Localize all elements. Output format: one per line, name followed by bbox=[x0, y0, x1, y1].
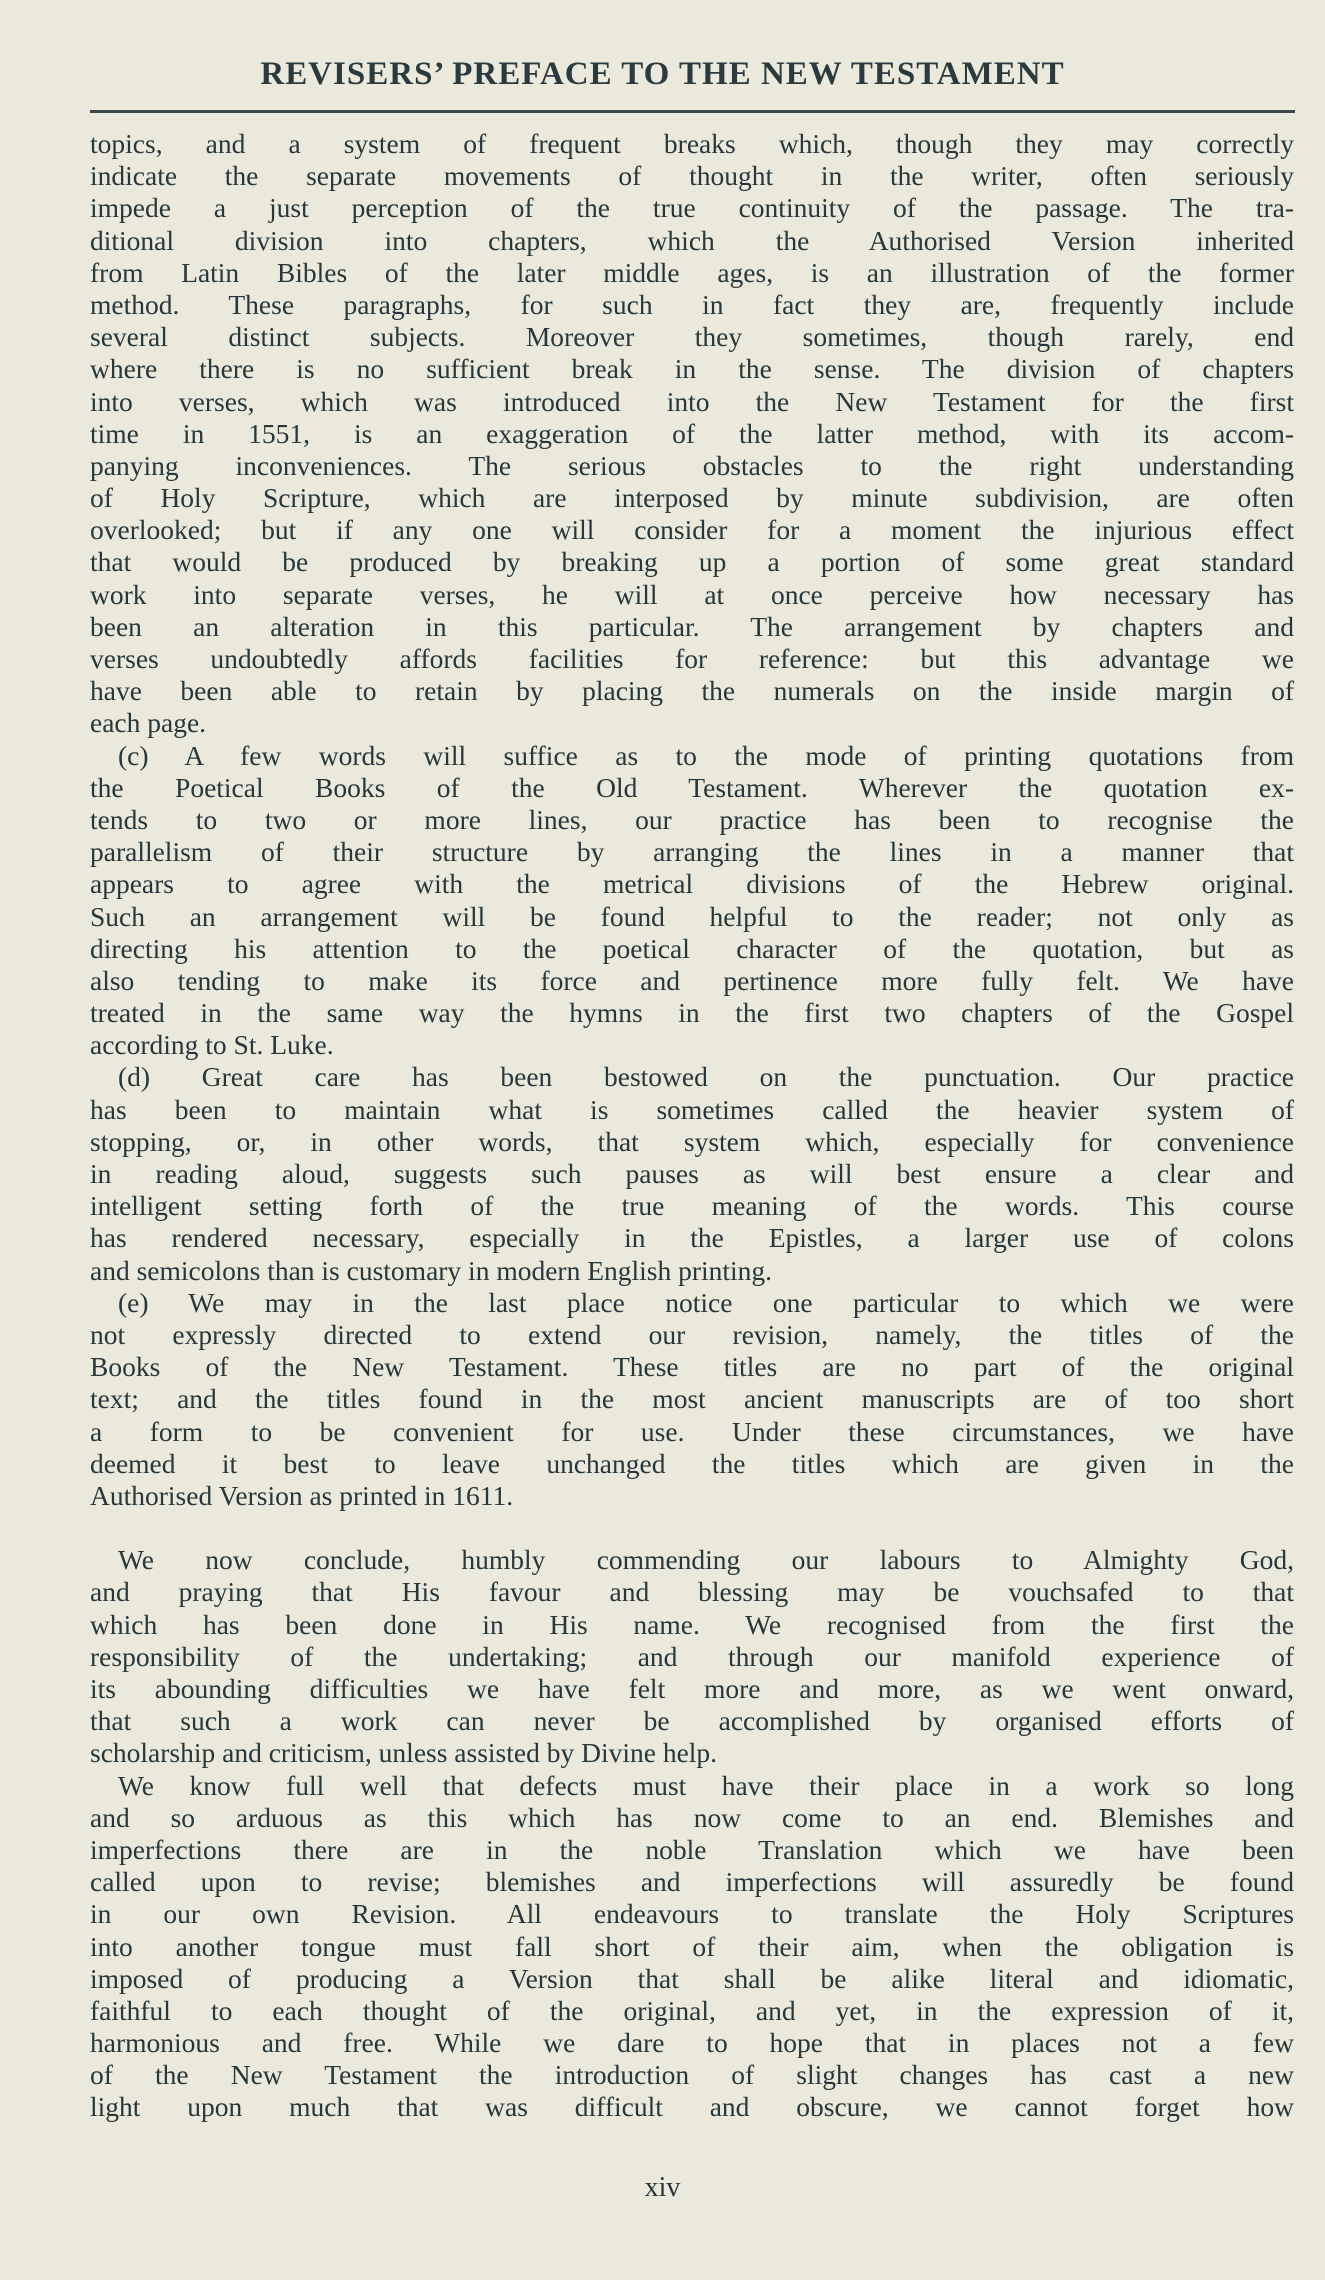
text-line: that would be produced by breaking up a portion of some great standard bbox=[90, 546, 1294, 578]
paragraph bbox=[90, 128, 1294, 740]
text-line: time in 1551, is an exaggeration of the latter method, with its accom- bbox=[90, 417, 1294, 449]
text-line: treated in the same way the hymns in the first two chapters of the Gospel bbox=[90, 997, 1294, 1029]
text-line: imposed of producing a Version that shall be alike literal and idiomatic, bbox=[90, 1962, 1294, 1994]
text-line: and so arduous as this which has now come to an end. Blemishes and bbox=[90, 1801, 1294, 1833]
text-line: in reading aloud, suggests such pauses as will best ensure a clear and bbox=[90, 1158, 1294, 1189]
paragraph bbox=[90, 1287, 1294, 1512]
text-line: (c) A few words will suffice as to the mode of printing quotations from bbox=[118, 739, 1294, 771]
running-header: REVISERS’ PREFACE TO THE NEW TESTAMENT bbox=[260, 56, 1065, 92]
text-line: tends to two or more lines, our practice has been to recognise the bbox=[90, 803, 1294, 835]
header-rule bbox=[90, 110, 1295, 113]
paragraph bbox=[90, 1770, 1294, 2124]
text-line: overlooked; but if any one will consider for a moment the injurious effect bbox=[90, 514, 1294, 546]
text-line: (e) We may in the last place notice one particular to which we were bbox=[118, 1286, 1294, 1318]
text-line: its abounding difficulties we have felt more and more, as we went onward, bbox=[90, 1673, 1294, 1704]
paragraph bbox=[90, 740, 1294, 1062]
text-line: ditional division into chapters, which the Authorised Version inherited bbox=[90, 224, 1294, 256]
text-line: work into separate verses, he will at once perceive how necessary has bbox=[90, 578, 1294, 610]
text-line: that such a work can never be accomplished by organised efforts of bbox=[90, 1705, 1294, 1737]
text-line: appears to agree with the metrical divisions of the Hebrew original. bbox=[90, 868, 1294, 900]
page-body bbox=[90, 128, 1294, 2124]
text-line: in our own Revision. All endeavours to translate the Holy Scriptures bbox=[90, 1898, 1294, 1930]
text-line: several distinct subjects. Moreover they sometimes, though rarely, end bbox=[90, 321, 1294, 353]
text-line: impede a just perception of the true continuity of the passage. The tra- bbox=[90, 192, 1294, 224]
text-line: panying inconveniences. The serious obstacles to the right understanding bbox=[90, 449, 1294, 481]
text-line: verses undoubtedly affords facilities for reference: but this advantage we bbox=[90, 643, 1294, 674]
text-line: and praying that His favour and blessing may be vouchsafed to that bbox=[90, 1576, 1294, 1608]
text-line: have been able to retain by placing the numerals on the inside margin of bbox=[90, 675, 1294, 707]
text-line: and semicolons than is customary in modern English printing. bbox=[90, 1254, 773, 1286]
text-line: which has been done in His name. We recognised from the first the bbox=[90, 1608, 1294, 1640]
text-line: has rendered necessary, especially in the Epistles, a larger use of colons bbox=[90, 1222, 1294, 1254]
text-line: Such an arrangement will be found helpful to the reader; not only as bbox=[90, 900, 1294, 932]
text-line: the Poetical Books of the Old Testament. Wherever the quotation ex- bbox=[90, 771, 1294, 803]
text-line: We know full well that defects must have their place in a work so long bbox=[118, 1769, 1294, 1801]
text-line: Books of the New Testament. These titles are no part of the original bbox=[90, 1351, 1294, 1383]
text-line: text; and the titles found in the most ancient manuscripts are of too short bbox=[90, 1383, 1294, 1415]
text-line: has been to maintain what is sometimes called the heavier system of bbox=[90, 1093, 1294, 1125]
text-line: each page. bbox=[90, 707, 207, 739]
text-line: of the New Testament the introduction of slight changes has cast a new bbox=[90, 2059, 1294, 2091]
text-line: of Holy Scripture, which are interposed by minute subdivision, are often bbox=[90, 482, 1294, 514]
text-line: according to St. Luke. bbox=[90, 1029, 334, 1061]
text-line: responsibility of the undertaking; and through our manifold experience of bbox=[90, 1640, 1294, 1672]
text-line: light upon much that was difficult and obscure, we cannot forget how bbox=[90, 2091, 1294, 2123]
text-line: indicate the separate movements of thought in the writer, often seriously bbox=[90, 160, 1294, 192]
text-line: imperfections there are in the noble Translation which we have been bbox=[90, 1833, 1294, 1865]
paragraph-gap bbox=[90, 1512, 1294, 1544]
text-line: (d) Great care has been bestowed on the punctuation. Our practice bbox=[118, 1061, 1294, 1093]
text-line: intelligent setting forth of the true meaning of the words. This course bbox=[90, 1190, 1294, 1222]
paragraph bbox=[90, 1061, 1294, 1286]
paragraph bbox=[90, 1544, 1294, 1769]
text-line: stopping, or, in other words, that system which, especially for convenience bbox=[90, 1125, 1294, 1157]
text-line: scholarship and criticism, unless assisted by Divine help. bbox=[90, 1737, 718, 1769]
text-line: faithful to each thought of the original, and yet, in the expression of it, bbox=[90, 1994, 1294, 2026]
text-line: also tending to make its force and pertinence more fully felt. We have bbox=[90, 964, 1294, 996]
text-line: called upon to revise; blemishes and imperfections will assuredly be found bbox=[90, 1866, 1294, 1898]
text-line: parallelism of their structure by arranging the lines in a manner that bbox=[90, 836, 1294, 868]
text-line: directing his attention to the poetical character of the quotation, but as bbox=[90, 932, 1294, 964]
text-line: been an alteration in this particular. The arrangement by chapters and bbox=[90, 610, 1294, 642]
text-line: We now conclude, humbly commending our labours to Almighty God, bbox=[118, 1544, 1294, 1576]
text-line: not expressly directed to extend our revision, namely, the titles of the bbox=[90, 1318, 1294, 1350]
text-line: a form to be convenient for use. Under these circumstances, we have bbox=[90, 1415, 1294, 1447]
text-line: method. These paragraphs, for such in fact they are, frequently include bbox=[90, 288, 1294, 320]
text-line: into verses, which was introduced into the New Testament for the first bbox=[90, 385, 1294, 417]
text-line: where there is no sufficient break in the sense. The division of chapters bbox=[90, 353, 1294, 385]
text-line: from Latin Bibles of the later middle ages, is an illustration of the former bbox=[90, 256, 1294, 288]
page-number: xiv bbox=[644, 2172, 681, 2203]
text-line: Authorised Version as printed in 1611. bbox=[90, 1479, 514, 1511]
text-line: topics, and a system of frequent breaks which, though they may correctly bbox=[90, 128, 1294, 159]
text-line: deemed it best to leave unchanged the titles which are given in the bbox=[90, 1447, 1294, 1479]
text-line: into another tongue must fall short of their aim, when the obligation is bbox=[90, 1930, 1294, 1962]
text-line: harmonious and free. While we dare to hope that in places not a few bbox=[90, 2027, 1294, 2059]
